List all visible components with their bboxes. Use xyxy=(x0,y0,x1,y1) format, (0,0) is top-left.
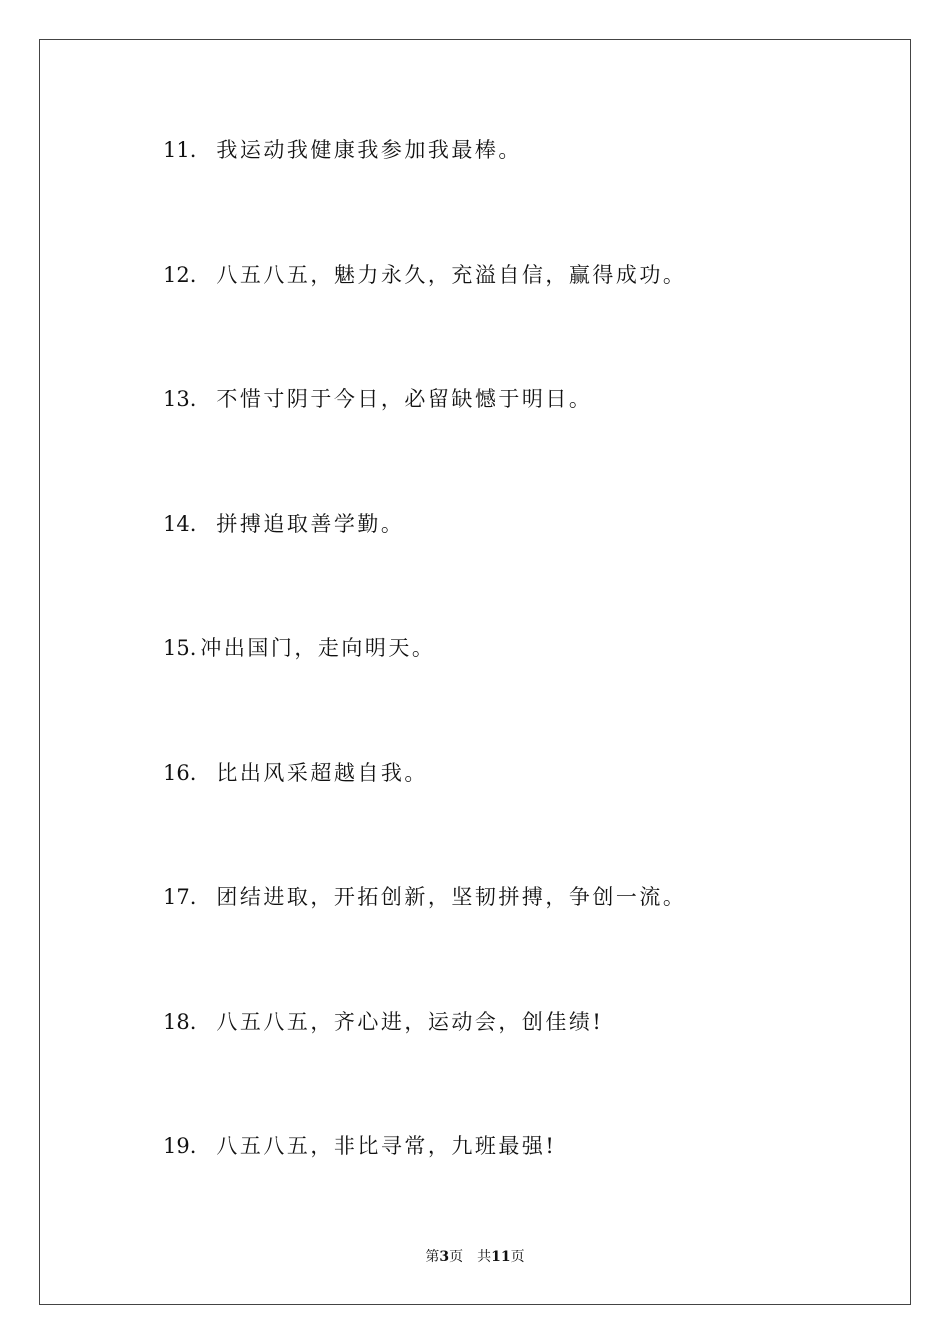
list-item xyxy=(163,759,428,787)
item-number: 18. xyxy=(163,1010,197,1034)
item-text: 比出风采超越自我。 xyxy=(216,761,428,785)
item-text: 八五八五，魅力永久，充溢自信，赢得成功。 xyxy=(216,263,687,287)
item-number: 13. xyxy=(163,387,197,411)
item-text: 我运动我健康我参加我最棒。 xyxy=(216,138,522,162)
list-item xyxy=(163,261,686,289)
item-number: 11. xyxy=(163,138,197,162)
page-current: 3 xyxy=(439,1249,450,1265)
list-item xyxy=(163,634,435,662)
page-suffix: 页 xyxy=(449,1249,464,1265)
item-number: 14. xyxy=(163,512,197,536)
list-item xyxy=(163,385,592,413)
page-prefix: 第 xyxy=(425,1249,440,1265)
list-item xyxy=(163,1132,556,1160)
page-footer xyxy=(0,1248,950,1266)
list-item xyxy=(163,136,522,164)
item-number: 15. xyxy=(163,636,197,660)
item-text: 团结进取，开拓创新，坚韧拼搏，争创一流。 xyxy=(216,885,687,909)
total-suffix: 页 xyxy=(510,1249,525,1265)
item-text: 不惜寸阴于今日，必留缺憾于明日。 xyxy=(216,387,593,411)
total-prefix: 共 xyxy=(477,1249,492,1265)
list-item xyxy=(163,510,404,538)
item-number: 12. xyxy=(163,263,197,287)
item-text: 拼搏追取善学勤。 xyxy=(216,512,405,536)
item-number: 16. xyxy=(163,761,197,785)
item-text: 冲出国门，走向明天。 xyxy=(200,636,436,660)
item-text: 八五八五，非比寻常，九班最强! xyxy=(216,1134,557,1158)
item-number: 19. xyxy=(163,1134,197,1158)
list-item xyxy=(163,883,686,911)
item-text: 八五八五，齐心进，运动会，创佳绩! xyxy=(216,1010,604,1034)
page-frame xyxy=(39,39,911,1305)
total-pages: 11 xyxy=(491,1249,511,1265)
item-number: 17. xyxy=(163,885,197,909)
list-item xyxy=(163,1008,603,1036)
